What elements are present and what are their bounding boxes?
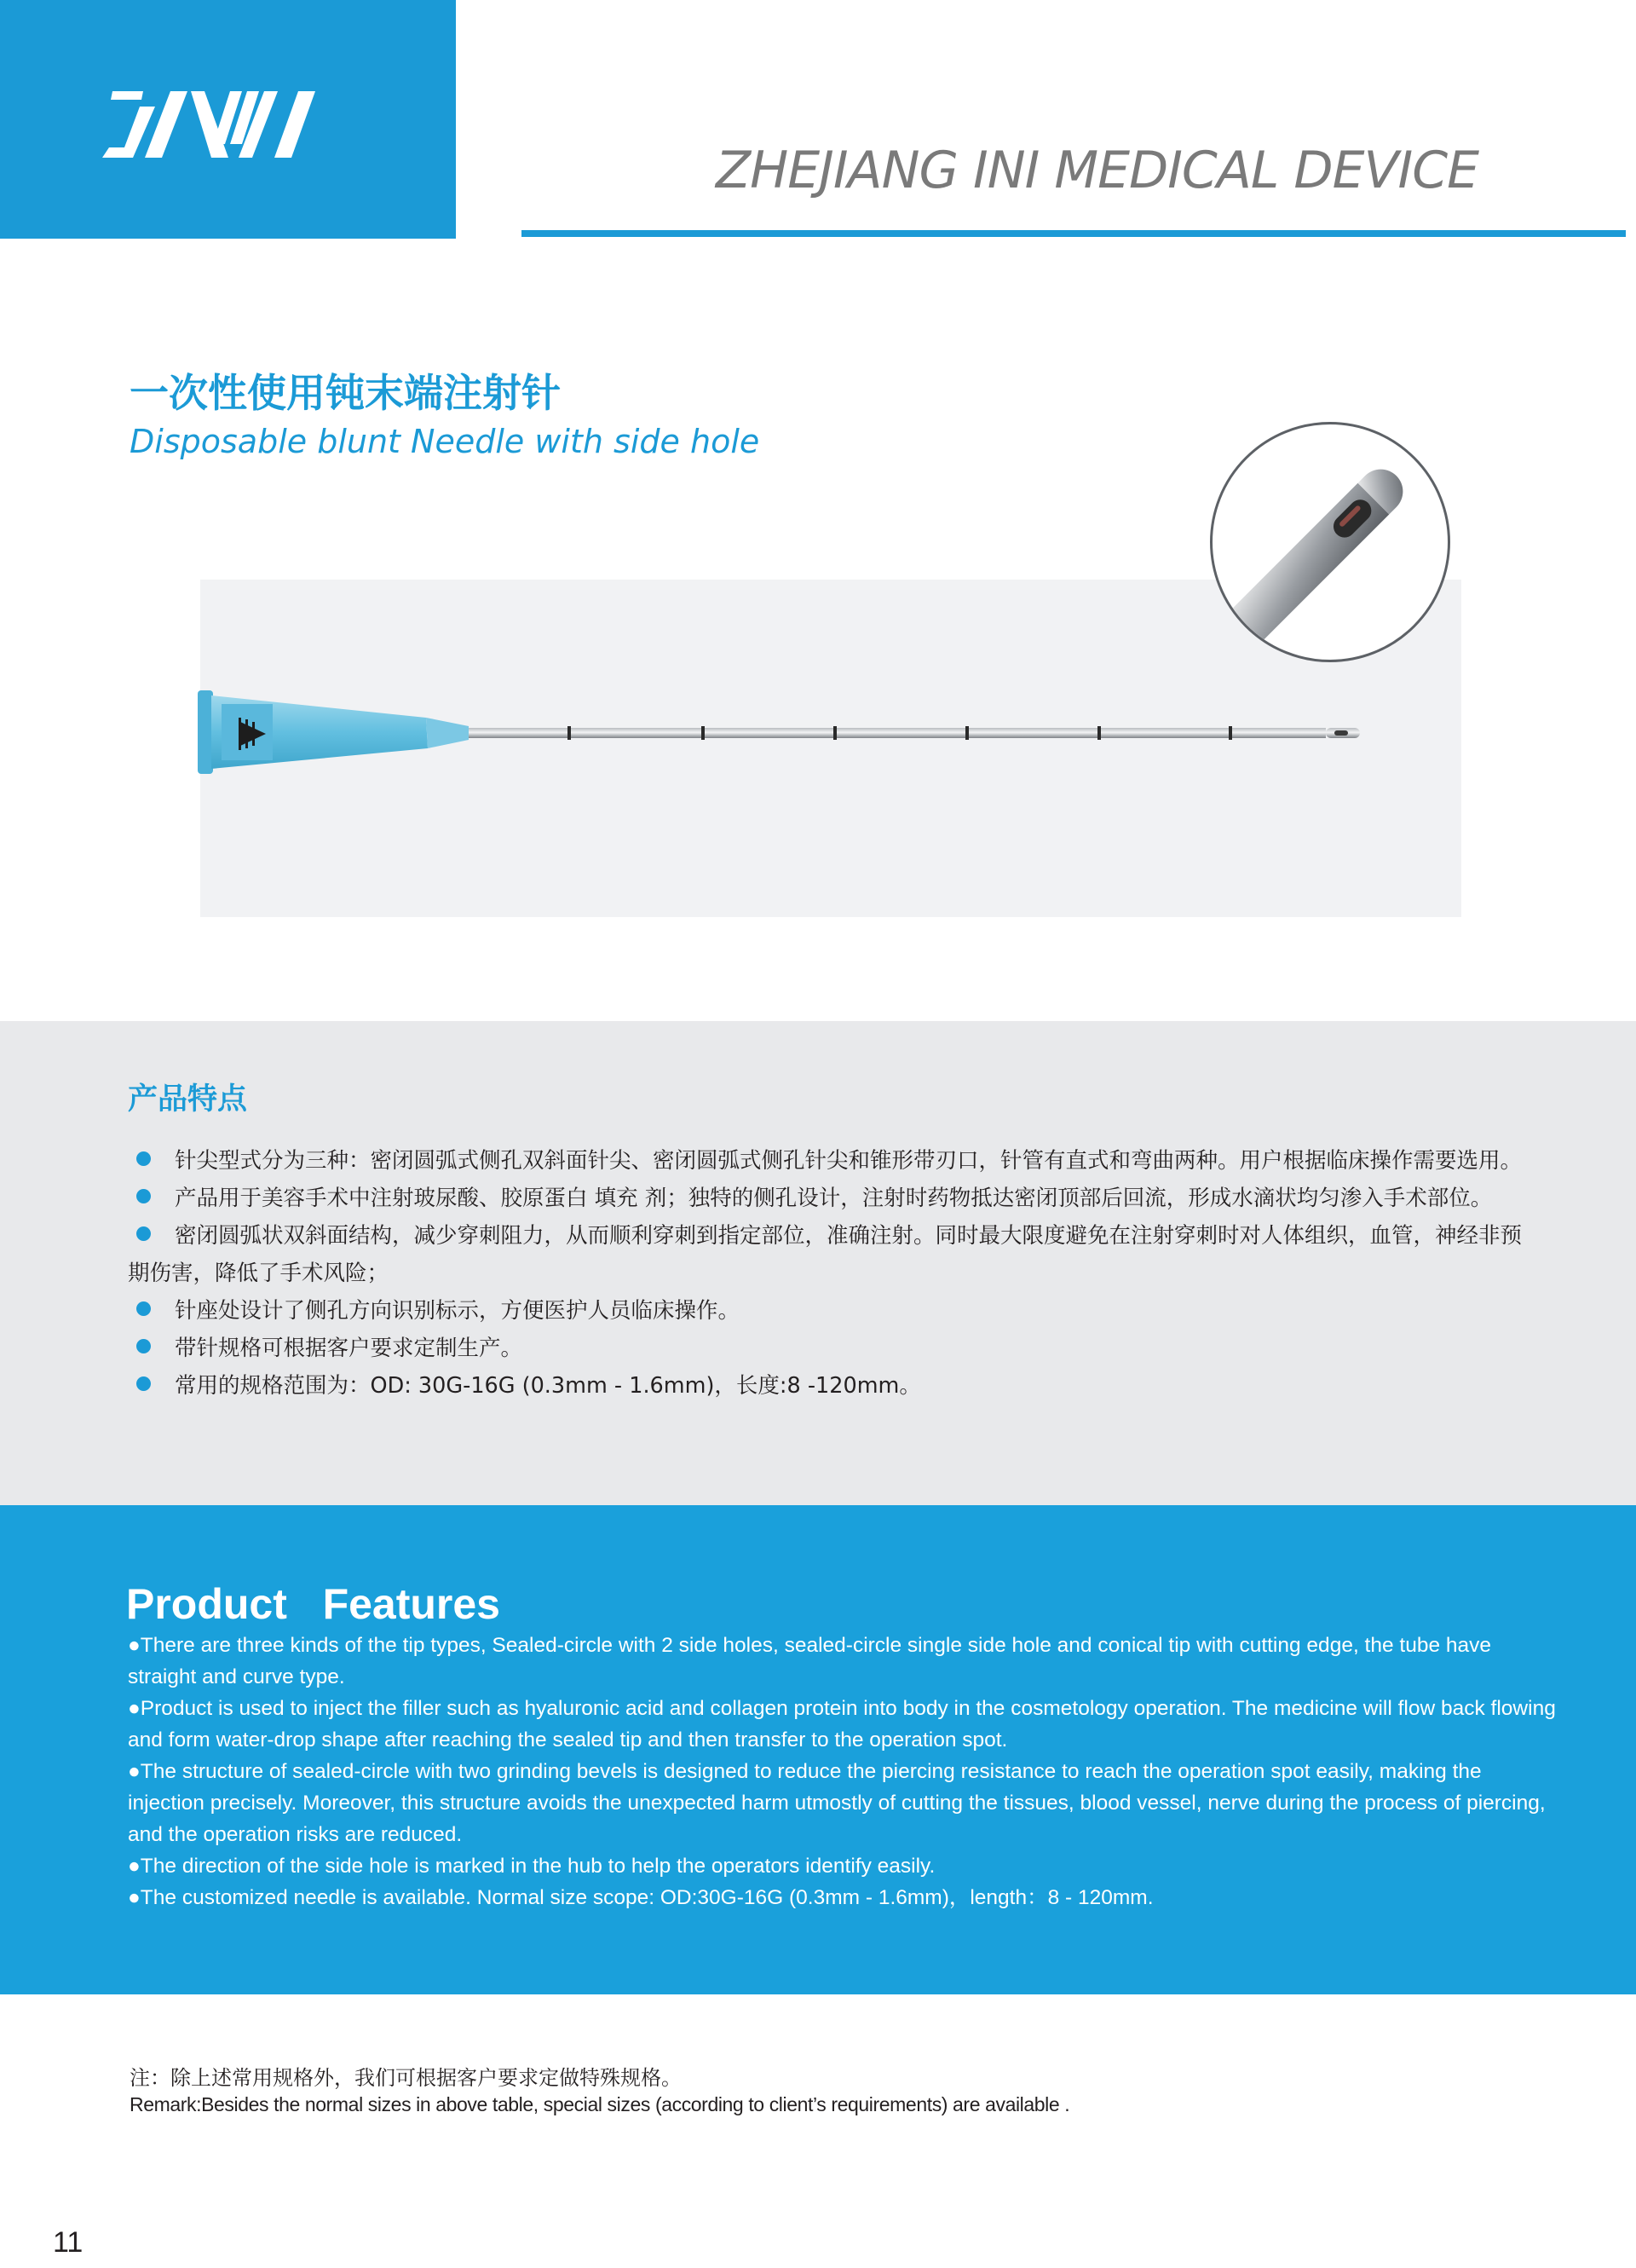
features-cn-heading: 产品特点 bbox=[128, 1082, 248, 1117]
side-hole-tip-icon bbox=[1213, 424, 1448, 660]
company-name: ZHEJIANG INI MEDICAL DEVICE bbox=[716, 141, 1479, 200]
list-item: ●The structure of sealed-circle with two grinding bevels is designed to reduce the piercing resistance to reach the operation spot easily, making the injection precisely. Moreover, this structure avoids the unexpected harm utmostly of cutting the tissues, blood vessel, nerve during the process of piercing, and the operation risks are reduced. bbox=[128, 1760, 1546, 1846]
list-item bbox=[128, 1367, 1525, 1405]
list-item: ●Product is used to inject the filler such as hyaluronic acid and collagen protein into body in the cosmetology operation. The medicine will flow back flowing and form water-drop shape after reaching the sealed tip and then transfer to the operation spot. bbox=[128, 1697, 1556, 1751]
list-item-text: 常用的规格范围为：OD: 30G-16G (0.3mm - 1.6mm)，长度:8 -120mm。 bbox=[175, 1373, 921, 1399]
logo-block bbox=[0, 0, 456, 239]
remark-cn: 注：除上述常用规格外，我们可根据客户要求定做特殊规格。 bbox=[130, 2066, 682, 2090]
bullet-icon bbox=[136, 1301, 151, 1316]
features-en-heading: Product Features bbox=[126, 1580, 500, 1628]
needle-tip-closeup bbox=[1210, 422, 1450, 662]
ini-logo bbox=[102, 81, 358, 166]
bullet-icon bbox=[136, 1151, 151, 1166]
bullet-icon bbox=[136, 1376, 151, 1391]
header-divider bbox=[521, 230, 1626, 237]
list-item bbox=[128, 1142, 1525, 1180]
bullet-icon bbox=[136, 1339, 151, 1353]
bullet-icon bbox=[136, 1189, 151, 1203]
list-item-text: 针座处设计了侧孔方向识别标示，方便医护人员临床操作。 bbox=[175, 1298, 740, 1324]
blunt-needle-icon bbox=[187, 665, 1380, 801]
list-item: ●The customized needle is available. Normal size scope: OD:30G-16G (0.3mm - 1.6mm)，length：8 - 120mm. bbox=[128, 1886, 1154, 1909]
list-item-text: 带针规格可根据客户要求定制生产。 bbox=[175, 1336, 523, 1361]
list-item: ●The direction of the side hole is marked in the hub to help the operators identify easily. bbox=[128, 1855, 936, 1878]
page-number: 11 bbox=[53, 2226, 84, 2259]
list-item: ●There are three kinds of the tip types, Sealed-circle with 2 side holes, sealed-circle single side hole and conical tip with cutting edge, the tube have straight and curve type. bbox=[128, 1634, 1492, 1688]
list-item bbox=[128, 1217, 1525, 1292]
features-cn-list bbox=[128, 1142, 1525, 1405]
features-en-list bbox=[128, 1630, 1559, 1913]
list-item bbox=[128, 1180, 1525, 1217]
list-item bbox=[128, 1292, 1525, 1330]
list-item-text: 密闭圆弧状双斜面结构，减少穿刺阻力，从而顺利穿刺到指定部位，准确注射。同时最大限度避免在注射穿刺时对人体组织，血管，神经非预期伤害，降低了手术风险； bbox=[128, 1223, 1523, 1286]
bullet-icon bbox=[136, 1226, 151, 1241]
product-title-en: Disposable blunt Needle with side hole bbox=[130, 423, 760, 460]
remark-en: Remark:Besides the normal sizes in above table, special sizes (according to client’s requirements) are available . bbox=[130, 2093, 1070, 2115]
list-item-text: 针尖型式分为三种：密闭圆弧式侧孔双斜面针尖、密闭圆弧式侧孔针尖和锥形带刃口，针管有直式和弯曲两种。用户根据临床操作需要选用。 bbox=[175, 1148, 1523, 1174]
list-item bbox=[128, 1330, 1525, 1367]
product-title-cn: 一次性使用钝末端注射针 bbox=[130, 370, 561, 416]
list-item-text: 产品用于美容手术中注射玻尿酸、胶原蛋白 填充 剂；独特的侧孔设计，注射时药物抵达密闭顶部后回流，形成水滴状均匀渗入手术部位。 bbox=[175, 1186, 1493, 1211]
